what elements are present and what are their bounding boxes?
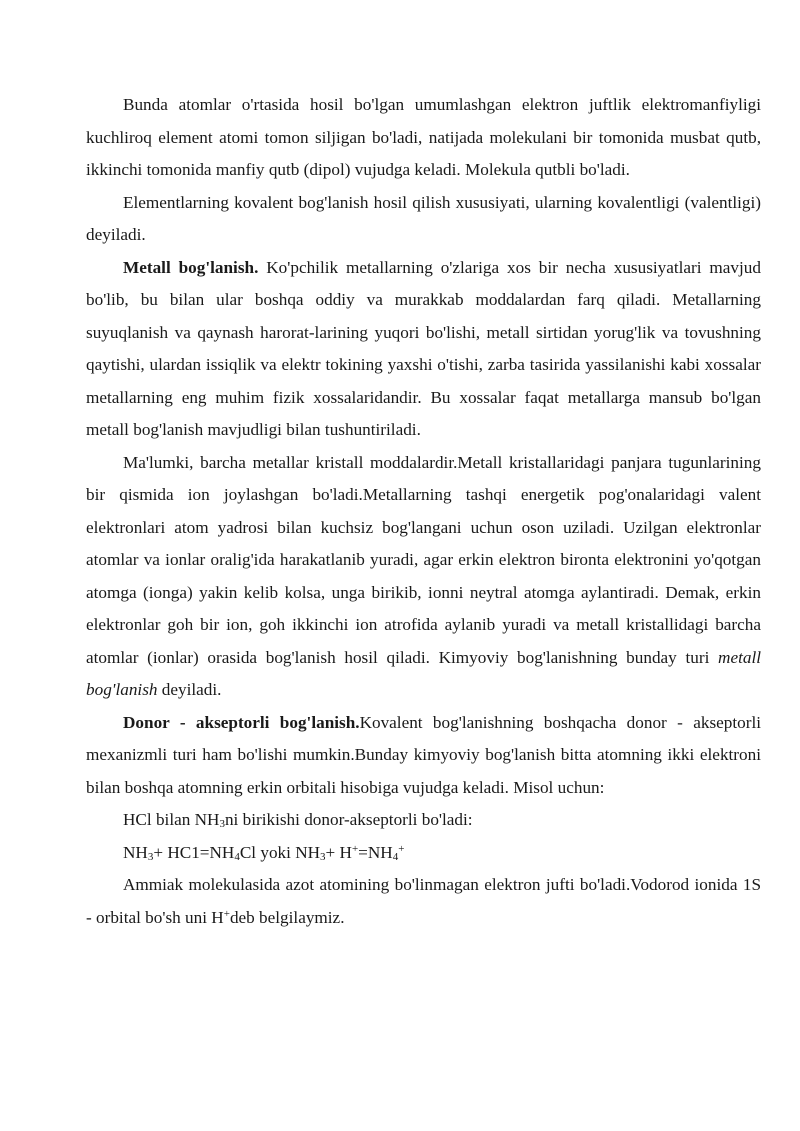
paragraph-dipole-text: Bunda atomlar o'rtasida hosil bo'lgan umumlashgan elektron juftlik elektromanfiyligi kuchliroq element atomi tomon siljigan bo'ladi, natijada molekulani bir tomonida musbat qutb, ikkinchi tomonida manfiy qutb (dipol) vujudga keladi. Molekula qutbli bo'ladi.: [86, 95, 761, 179]
eq-sup-1: +: [351, 842, 359, 855]
paragraph-valency-text: Elementlarning kovalent bog'lanish hosil qilish xususiyati, ularning kovalentligi (valentligi) deyiladi.: [86, 192, 761, 244]
eq-part-b: + HC1=NH: [153, 842, 235, 862]
eq-sup-2: +: [398, 842, 405, 855]
eq-part-d: + H: [325, 842, 352, 862]
paragraph-ammonia: [86, 869, 761, 934]
eq-sub-4: 4: [392, 850, 399, 863]
eq-part-e: =NH: [358, 842, 393, 862]
document-page: [86, 89, 761, 934]
paragraph-donor-acceptor: [86, 707, 761, 805]
eq-part-c: Cl yoki NH: [239, 842, 321, 862]
paragraph-metal-bond: [86, 252, 761, 447]
ammonia-sup: +: [223, 907, 230, 920]
paragraph-hcl-nh3: [86, 804, 761, 837]
ammonia-end: deb belgilaymiz.: [229, 907, 345, 927]
metal-crystals-text: Ma'lumki, barcha metallar kristall moddalardir.Metall kristallaridagi panjara tugunlarining bir qismida ion joylashgan bo'ladi.Metallarning tashqi energetik pog'onalaridagi valent elektronlari atom yadrosi bilan kuchsiz bog'langani uchun oson uziladi. Uzilgan elektronlar atomlar va ionlar oralig'ida harakatlanib yuradi, agar erkin elektron bironta elektronini yo'qotgan atomga (ionga) yakin kelib kolsa, unga birikib, ionni neytral atomga aylantiradi. Demak, erkin elektronlar goh bir ion, goh ikkinchi ion atrofida aylanib yuradi va metall kristallidagi barcha atomlar (ionlar) orasida bog'lanish hosil qiladi. Kimyoviy bog'lanishning bunday turi: [86, 452, 761, 667]
eq-part-a: NH: [123, 842, 148, 862]
eq-sub-3: 3: [320, 850, 326, 863]
reaction-equation: [86, 837, 761, 870]
paragraph-dipole: [86, 89, 761, 187]
metal-bond-text: Ko'pchilik metallarning o'zlariga xos bir necha xususiyatlari mavjud bo'lib, bu bilan ular boshqa oddiy va murakkab moddalardan farq qiladi. Metallarning suyuqlanish va qaynash harorat-larining yuqori bo'lishi, metall sirtidan yorug'lik va tovushning qaytishi, ulardan issiqlik va elektr tokining yaxshi o'tishi, zarba tasirida yassilanishi kabi xossalar metallarning eng muhim fizik xossalaridandir. Bu xossalar faqat metallarga mansub bo'lgan metall bog'lanish mavjudligi bilan tushuntiriladi.: [86, 257, 761, 439]
paragraph-valency: [86, 187, 761, 252]
donor-acceptor-heading: Donor - akseptorli bog'lanish.: [123, 712, 360, 732]
metal-bond-term: metall bog'lanish: [86, 647, 761, 699]
hcl-text-a: HCl bilan NH: [123, 810, 220, 829]
hcl-subscript: 3: [219, 818, 225, 830]
metal-bond-heading: Metall bog'lanish.: [123, 257, 259, 277]
eq-sub-1: 3: [147, 850, 154, 863]
metal-crystals-end: deyiladi.: [157, 680, 222, 699]
eq-sub-2: 4: [234, 850, 240, 863]
hcl-text-b: ni birikishi donor-akseptorli bo'ladi:: [224, 810, 473, 829]
paragraph-metal-crystals: [86, 447, 761, 707]
ammonia-text: Ammiak molekulasida azot atomining bo'linmagan elektron jufti bo'ladi.Vodorod ionida 1S - orbital bo'sh uni H: [86, 875, 761, 927]
donor-acceptor-text: Kovalent bog'lanishning boshqacha donor - akseptorli mexanizmli turi ham bo'lishi mumkin.Bunday kimyoviy bog'lanish bitta atomning ikki elektroni bilan boshqa atomning erkin orbitali hisobiga vujudga keladi. Misol uchun:: [86, 712, 761, 797]
